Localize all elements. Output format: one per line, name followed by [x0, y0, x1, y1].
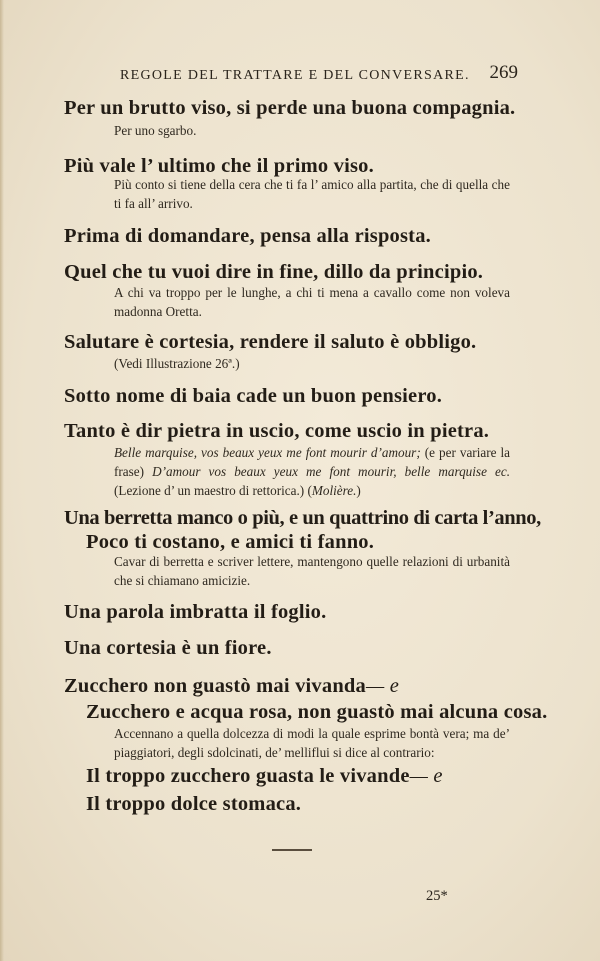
- note-11: Accennano a quella dolcezza di modi la quale esprime bontà vera; ma de’ piaggiatori, degli sdolcinati, de’ melliflui si dice al contrario:: [114, 726, 510, 760]
- proverb-11-line-1-text: Zucchero non guastò mai vivanda: [64, 675, 366, 697]
- proverb-8-line-1: Una berretta manco o più, e un quattrino di carta l’anno,: [64, 507, 541, 529]
- proverb-6: Sotto nome di baia cade un buon pensiero.: [64, 385, 443, 407]
- page-header: [120, 62, 518, 84]
- end-rule: [272, 849, 312, 851]
- proverb-4: Quel che tu vuoi dire in fine, dillo da principio.: [64, 261, 484, 283]
- note-7-text-3: ): [356, 483, 361, 498]
- proverb-5: Salutare è cortesia, rendere il saluto è obbligo.: [64, 331, 477, 353]
- proverb-11-line-4: Il troppo dolce stomaca.: [86, 793, 302, 815]
- proverb-11-line-1: [64, 674, 399, 698]
- proverb-11-line-3: [86, 764, 443, 788]
- note-4: A chi va troppo per le lunghe, a chi ti mena a cavallo come non voleva madonna Oretta.: [114, 285, 510, 319]
- note-8: Cavar di berretta e scriver lettere, mantengono quelle relazioni di urbanità che si chiamano amicizie.: [114, 554, 510, 588]
- proverb-10: Una cortesia è un fiore.: [64, 637, 272, 659]
- note-7-quote-1: Belle marquise, vos beaux yeux me font mourir d’amour;: [114, 445, 421, 460]
- signature-mark: 25*: [426, 888, 448, 904]
- note-7-text-1: (e per variare la frase): [114, 445, 510, 479]
- page-edge-shadow: [0, 0, 4, 961]
- page-number: 269: [489, 62, 518, 83]
- proverb-3: Prima di domandare, pensa alla risposta.: [64, 225, 431, 247]
- proverb-1: Per un brutto viso, si perde una buona compagnia.: [64, 97, 516, 119]
- note-2: [114, 175, 510, 213]
- proverb-9: Una parola imbratta il foglio.: [64, 601, 327, 623]
- proverb-11-line-3-text: Il troppo zucchero guasta le vivande: [86, 765, 410, 787]
- note-7: [114, 443, 510, 500]
- proverb-7: Tanto è dir pietra in uscio, come uscio in pietra.: [64, 420, 490, 442]
- proverb-2: Più vale l’ ultimo che il primo viso.: [64, 155, 374, 177]
- note-7-text-2: (Lezione d’ un maestro di rettorica.) (: [114, 483, 312, 498]
- proverb-8-line-2: Poco ti costano, e amici ti fanno.: [86, 531, 375, 553]
- note-7-author: Molière.: [311, 483, 357, 498]
- proverb-11-line-1-suffix: — e: [365, 675, 400, 697]
- note-1: Per uno sgarbo.: [114, 123, 197, 138]
- note-7-quote-2: D’amour vos beaux yeux me font mourir, belle marquise ec.: [152, 464, 511, 479]
- running-title: REGOLE DEL TRATTARE E DEL CONVERSARE.: [120, 68, 470, 83]
- note-5: (Vedi Illustrazione 26ª.): [114, 356, 240, 371]
- note-2-text: Più conto si tiene della cera che ti fa l’ amico alla partita, che di quella che ti fa all’ arrivo.: [114, 177, 510, 211]
- proverb-11-line-2: Zucchero e acqua rosa, non guastò mai alcuna cosa.: [86, 701, 548, 723]
- proverb-11-line-3-suffix: — e: [409, 765, 443, 787]
